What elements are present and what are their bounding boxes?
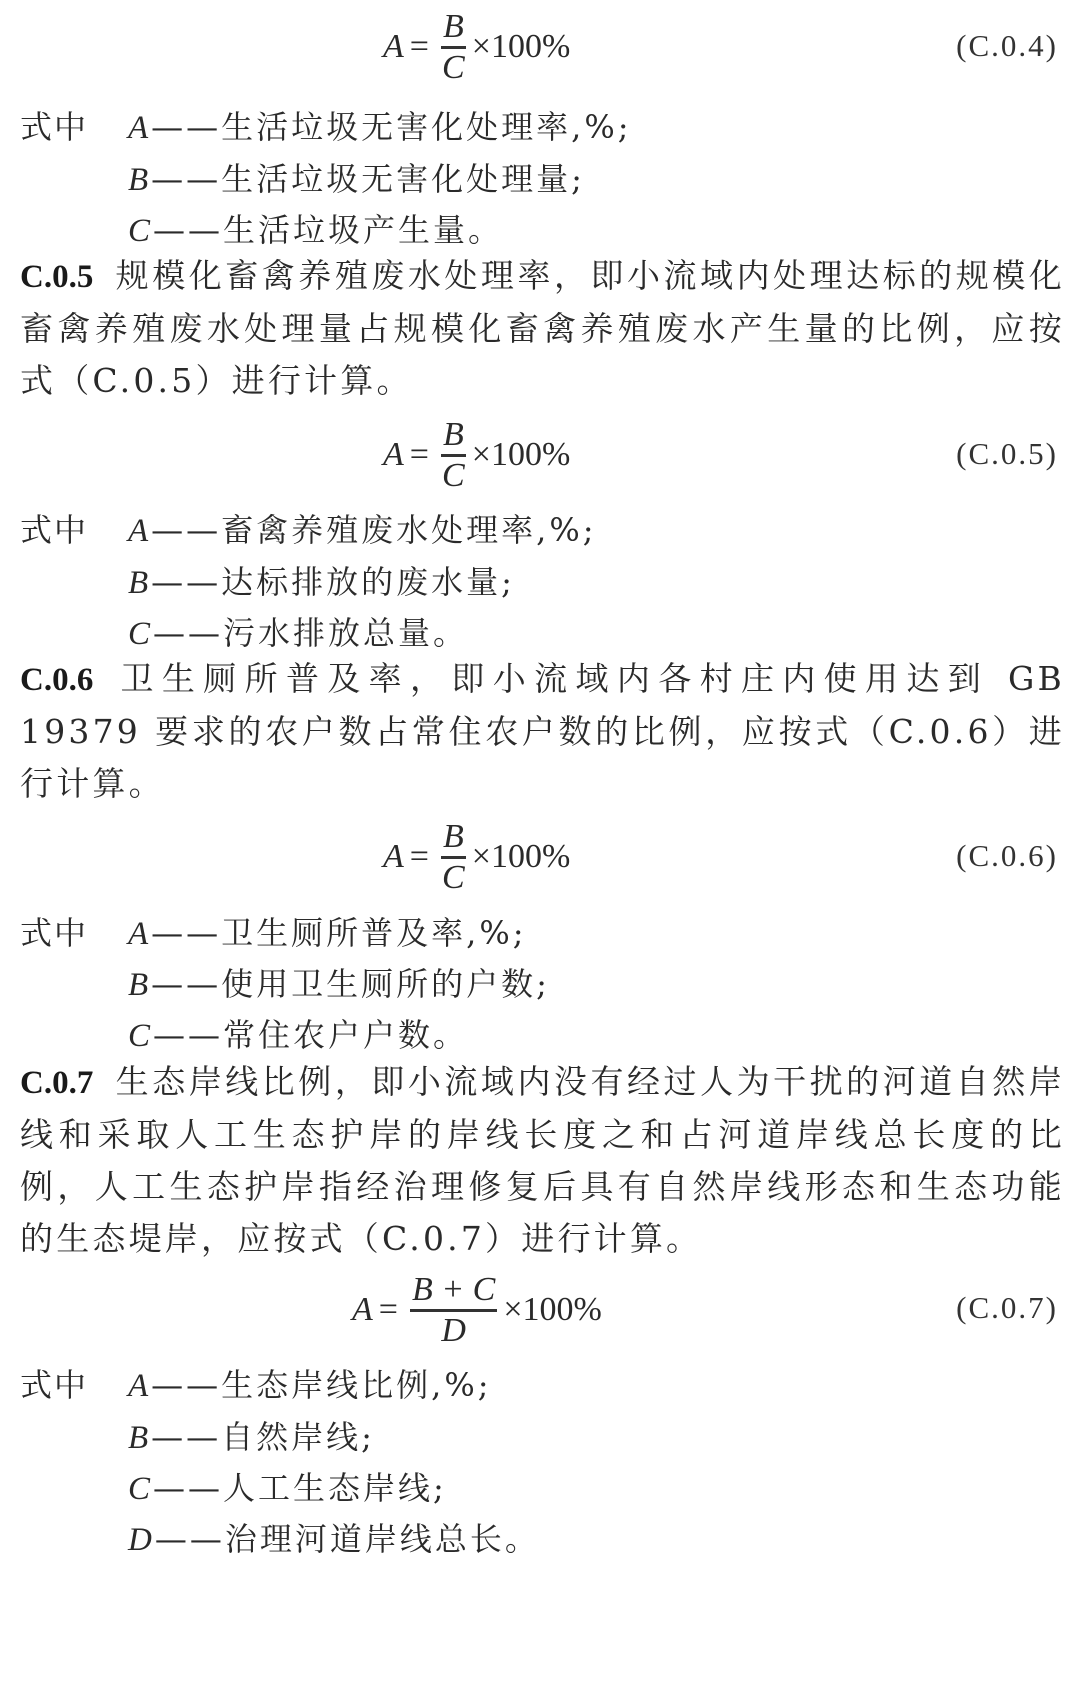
definition-dash: ——: [151, 914, 222, 952]
definition-item: [128, 557, 515, 603]
clause-c-0-6: [20, 653, 1065, 810]
clause-text: 规模化畜禽养殖废水处理率，即小流域内处理达标的规模化畜禽养殖废水处理量占规模化畜禽养殖废水产生量的比例，应按式（C.0.5）进行计算。: [20, 256, 1065, 400]
definition-dash: ——: [153, 1469, 224, 1507]
equals-sign: =: [409, 28, 429, 65]
definition-item: [128, 1463, 447, 1509]
numerator: B + C: [411, 1270, 496, 1308]
definition-var: A: [128, 916, 152, 952]
definition-text: 畜禽养殖废水处理率,%;: [221, 511, 597, 549]
fraction: [441, 416, 466, 495]
definition-text: 使用卫生厕所的户数;: [221, 965, 550, 1003]
definition-dash: ——: [153, 211, 224, 249]
definition-text: 常住农户户数。: [223, 1016, 469, 1054]
definition-var: C: [128, 1471, 154, 1507]
definition-var: D: [128, 1522, 155, 1558]
formula-c-0-7: [352, 1265, 602, 1355]
definition-text: 生态岸线比例,%;: [221, 1366, 492, 1404]
definition-var: C: [128, 616, 154, 652]
definition-item: [128, 505, 597, 551]
times-sign: ×: [503, 1291, 523, 1328]
where-label: 式中: [20, 914, 89, 952]
times-sign: ×: [471, 436, 491, 473]
definition-item: [128, 608, 468, 654]
denominator: C: [442, 456, 465, 494]
definition-dash: ——: [151, 1366, 222, 1404]
factor: 100%: [522, 1291, 602, 1328]
definition-var: B: [128, 565, 152, 601]
times-sign: ×: [471, 28, 491, 65]
definition-var: A: [128, 1368, 152, 1404]
equals-sign: =: [378, 1291, 398, 1328]
denominator: D: [441, 1311, 466, 1349]
definition-var: B: [128, 967, 152, 1003]
equals-sign: =: [409, 436, 429, 473]
clause-text: 生态岸线比例，即小流域内没有经过人为干扰的河道自然岸线和采取人工生态护岸的岸线长度之和占河道岸线总长度的比例，人工生态护岸指经治理修复后具有自然岸线形态和生态功能的生态堤岸，应按式（C.0.7）进行计算。: [20, 1062, 1065, 1258]
definition-text: 达标排放的废水量;: [221, 563, 515, 601]
definition-dash: ——: [151, 563, 222, 601]
clause-c-0-5: [20, 250, 1065, 407]
factor: 100%: [490, 436, 571, 473]
clause-number: C.0.5: [20, 259, 94, 295]
definition-var: A: [128, 110, 152, 146]
formula-c-0-5: [383, 410, 570, 500]
formula-lhs: A: [383, 838, 404, 875]
definition-text: 生活垃圾无害化处理率,%;: [221, 108, 632, 146]
definition-text: 生活垃圾无害化处理量;: [221, 160, 585, 198]
definition-item: [128, 959, 550, 1005]
definition-dash: ——: [151, 108, 222, 146]
definition-var: B: [128, 1420, 152, 1456]
fraction: [441, 8, 466, 87]
definition-dash: ——: [151, 511, 222, 549]
numerator: B: [442, 7, 464, 45]
formula-lhs: A: [383, 28, 404, 65]
formula-c-0-6: [383, 812, 570, 902]
where-label: 式中: [20, 511, 89, 549]
fraction: [441, 818, 466, 897]
clause-c-0-7: [20, 1056, 1065, 1265]
clause-number: C.0.6: [20, 662, 94, 698]
definition-text: 污水排放总量。: [223, 614, 469, 652]
definition-var: C: [128, 1018, 154, 1054]
definition-text: 治理河道岸线总长。: [224, 1520, 540, 1558]
factor: 100%: [490, 838, 571, 875]
formula-c-0-4: [383, 2, 570, 92]
formula-lhs: A: [352, 1291, 373, 1328]
definition-item: [128, 205, 503, 251]
equation-number: (C.0.6): [956, 838, 1058, 873]
definition-text: 卫生厕所普及率,%;: [221, 914, 527, 952]
fraction: [410, 1271, 497, 1350]
definition-text: 生活垃圾产生量。: [223, 211, 504, 249]
definition-item: [128, 908, 527, 954]
denominator: C: [442, 858, 465, 896]
equation-number: (C.0.4): [956, 28, 1058, 63]
definition-var: C: [128, 213, 154, 249]
definition-dash: ——: [153, 614, 224, 652]
denominator: C: [442, 48, 465, 86]
numerator: B: [442, 415, 464, 453]
definition-text: 自然岸线;: [221, 1418, 375, 1456]
clause-text: 卫生厕所普及率，即小流域内各村庄内使用达到 GB 19379 要求的农户数占常住农户数的比例，应按式（C.0.6）进行计算。: [20, 659, 1065, 803]
numerator: B: [442, 817, 464, 855]
definition-dash: ——: [154, 1520, 225, 1558]
definition-dash: ——: [151, 160, 222, 198]
equation-number: (C.0.7): [956, 1290, 1058, 1325]
where-label: 式中: [20, 108, 89, 146]
definition-item: [128, 154, 585, 200]
definition-item: [128, 1412, 375, 1458]
definition-var: B: [128, 162, 152, 198]
where-label: 式中: [20, 1366, 89, 1404]
definition-dash: ——: [151, 965, 222, 1003]
clause-number: C.0.7: [20, 1065, 94, 1101]
definition-item: [128, 1010, 468, 1056]
factor: 100%: [490, 28, 571, 65]
definition-dash: ——: [151, 1418, 222, 1456]
definition-text: 人工生态岸线;: [223, 1469, 447, 1507]
equation-number: (C.0.5): [956, 436, 1058, 471]
definition-item: [128, 102, 632, 148]
definition-var: A: [128, 513, 152, 549]
equals-sign: =: [409, 838, 429, 875]
formula-lhs: A: [383, 436, 404, 473]
definition-item: [128, 1360, 492, 1406]
definition-item: [128, 1514, 540, 1560]
times-sign: ×: [471, 838, 491, 875]
definition-dash: ——: [153, 1016, 224, 1054]
